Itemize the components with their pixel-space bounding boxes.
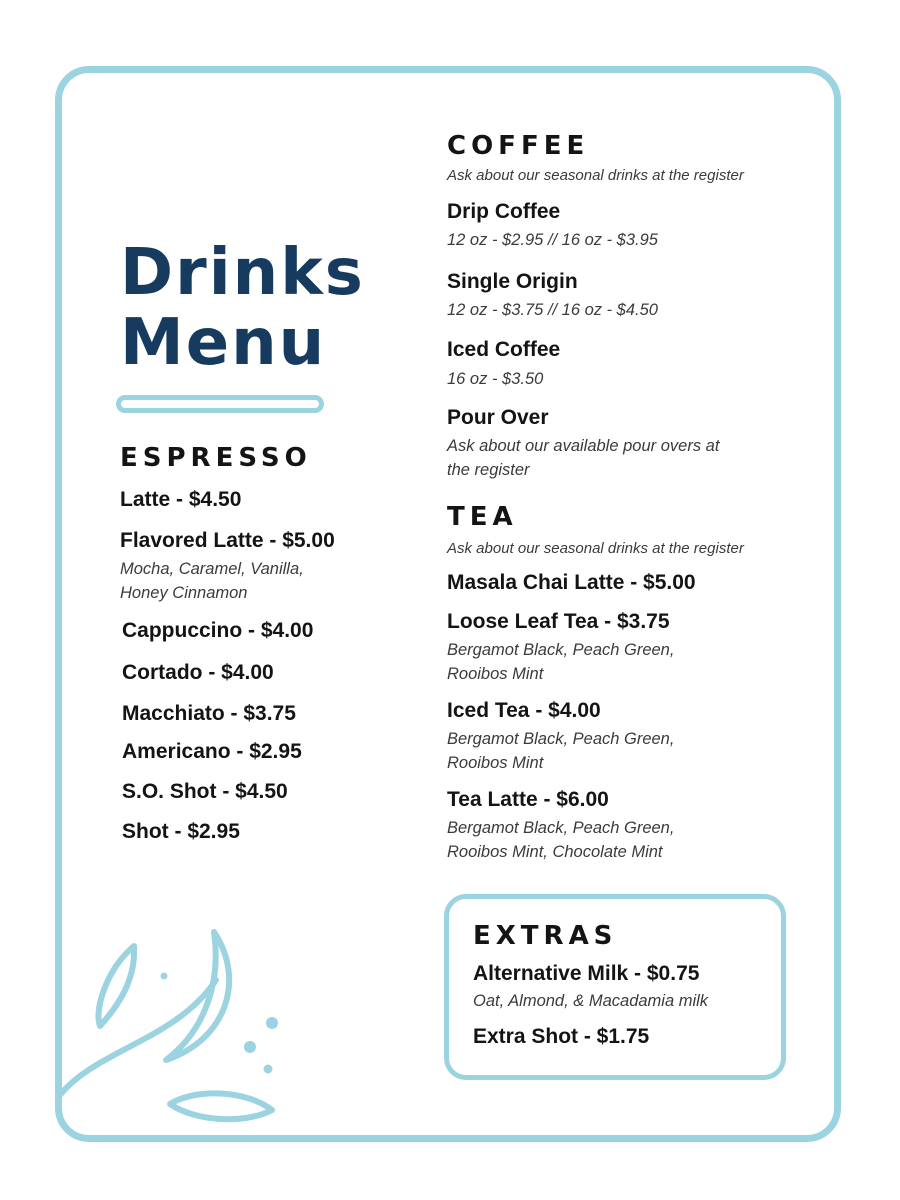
espresso-item-cappuccino: Cappuccino - $4.00 (122, 619, 314, 642)
coffee-item-single-origin: Single Origin (447, 270, 578, 293)
extras-heading: EXTRAS (473, 921, 618, 951)
coffee-heading: COFFEE (447, 131, 590, 161)
tea-item-iced-desc-1: Bergamot Black, Peach Green, (447, 730, 675, 748)
leaf-branch-icon (56, 920, 296, 1140)
espresso-heading: ESPRESSO (120, 443, 312, 473)
tea-item-loose-leaf: Loose Leaf Tea - $3.75 (447, 610, 670, 633)
coffee-item-drip-desc: 12 oz - $2.95 // 16 oz - $3.95 (447, 231, 658, 249)
title-line-2: Menu (120, 306, 327, 380)
tea-item-iced-desc-2: Rooibos Mint (447, 754, 544, 772)
coffee-item-iced-desc: 16 oz - $3.50 (447, 370, 544, 388)
tea-item-latte-desc-2: Rooibos Mint, Chocolate Mint (447, 843, 663, 861)
espresso-item-flavored-latte-desc-1: Mocha, Caramel, Vanilla, (120, 560, 304, 578)
espresso-item-shot: Shot - $2.95 (122, 820, 240, 843)
tea-item-latte-desc-1: Bergamot Black, Peach Green, (447, 819, 675, 837)
page-title (120, 238, 365, 378)
coffee-item-pour-over-desc-2: the register (447, 461, 530, 479)
tea-item-iced: Iced Tea - $4.00 (447, 699, 601, 722)
espresso-item-latte: Latte - $4.50 (120, 488, 242, 511)
coffee-item-pour-over-desc-1: Ask about our available pour overs at (447, 437, 720, 455)
coffee-item-single-origin-desc: 12 oz - $3.75 // 16 oz - $4.50 (447, 301, 658, 319)
coffee-item-pour-over: Pour Over (447, 406, 549, 429)
title-underline (116, 395, 324, 413)
espresso-item-cortado: Cortado - $4.00 (122, 661, 274, 684)
title-line-1: Drinks (120, 236, 365, 310)
espresso-item-so-shot: S.O. Shot - $4.50 (122, 780, 288, 803)
espresso-item-flavored-latte: Flavored Latte - $5.00 (120, 529, 335, 552)
coffee-item-drip: Drip Coffee (447, 200, 561, 223)
extras-item-alt-milk-desc: Oat, Almond, & Macadamia milk (473, 992, 709, 1010)
tea-heading: TEA (447, 502, 518, 532)
espresso-item-americano: Americano - $2.95 (122, 740, 302, 763)
espresso-item-macchiato: Macchiato - $3.75 (122, 702, 296, 725)
tea-item-masala-chai: Masala Chai Latte - $5.00 (447, 571, 696, 594)
extras-item-extra-shot: Extra Shot - $1.75 (473, 1025, 650, 1048)
tea-item-loose-leaf-desc-1: Bergamot Black, Peach Green, (447, 641, 675, 659)
tea-item-latte: Tea Latte - $6.00 (447, 788, 609, 811)
extras-item-alt-milk: Alternative Milk - $0.75 (473, 962, 700, 985)
tea-note: Ask about our seasonal drinks at the register (447, 540, 744, 557)
coffee-item-iced: Iced Coffee (447, 338, 561, 361)
espresso-item-flavored-latte-desc-2: Honey Cinnamon (120, 584, 248, 602)
coffee-note: Ask about our seasonal drinks at the register (447, 167, 744, 184)
tea-item-loose-leaf-desc-2: Rooibos Mint (447, 665, 544, 683)
